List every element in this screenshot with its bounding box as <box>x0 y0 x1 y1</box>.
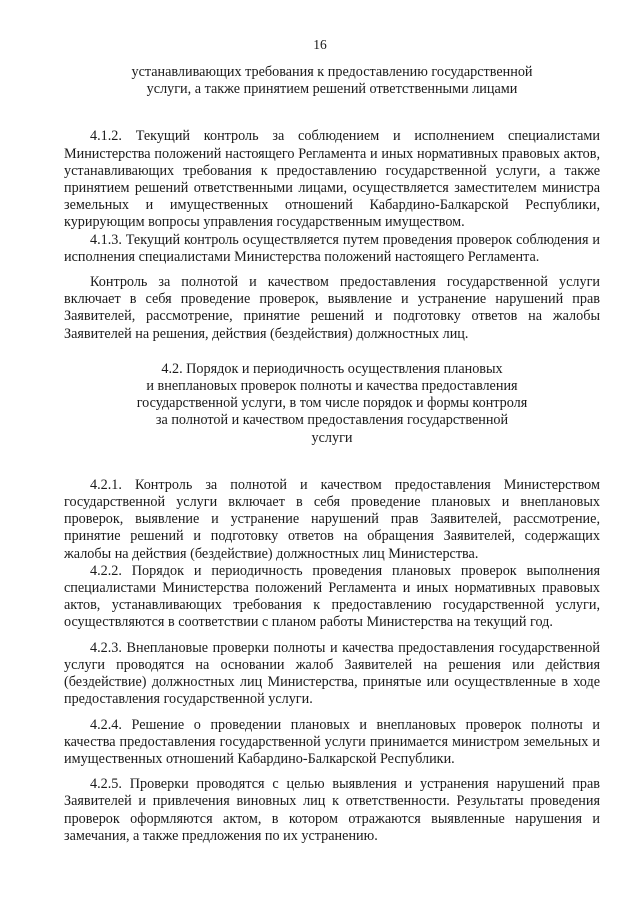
paragraph-4-2-1: 4.2.1. Контроль за полнотой и качеством предоставления Министерством государственной услуги включает в себя проведение плановых и внеплановых проверок, выявление и устранение нарушений прав Заявителей, рассмотрение, принятие решений и подготовку ответов на обращения Заявителей, содержащих жалобы на действия (бездействие) должностных лиц Министерства. <box>64 476 600 562</box>
section-heading-line: 4.2. Порядок и периодичность осуществления плановых <box>161 360 503 377</box>
paragraph-4-2-5: 4.2.5. Проверки проводятся с целью выявления и устранения нарушений прав Заявителей и привлечения виновных лиц к ответственности. Результаты проведения проверок оформляются актом, в котором отражаются выявленные нарушения и замечания, а также предложения по их устранению. <box>64 776 600 844</box>
document-body <box>64 64 600 845</box>
paragraph-4-2-4: 4.2.4. Решение о проведении плановых и внеплановых проверок полноты и качества предоставления государственной услуги принимается министром земельных и имущественных отношений Кабардино-Балкарской Республики. <box>64 716 600 767</box>
paragraph-4-1-2: 4.1.2. Текущий контроль за соблюдением и исполнением специалистами Министерства положений настоящего Регламента и иных нормативных правовых актов, устанавливающих требования к предоставлению государственной услуги, а также принятием решений ответственными лицами, осуществляется заместителем министра земельных и имущественных отношений Кабардино-Балкарской Республики, курирующим вопросы управления государственным имуществом. <box>64 128 600 231</box>
section-heading-line: и внеплановых проверок полноты и качества предоставления <box>146 378 518 395</box>
paragraph-control: Контроль за полнотой и качеством предоставления государственной услуги включает в себя проведение проверок, выявление и устранение нарушений прав Заявителей, рассмотрение, принятие решений и подготовку ответов на жалобы Заявителей на решения, действия (бездействия) должностных лиц. <box>64 274 600 342</box>
section-heading-4-2 <box>64 361 600 447</box>
section-heading-line: государственной услуги, в том числе порядок и формы контроля <box>136 395 528 412</box>
page-number: 16 <box>313 37 327 52</box>
intro-heading <box>64 64 600 98</box>
section-heading-line: за полнотой и качеством предоставления государственной <box>155 412 509 429</box>
paragraph-4-1-3: 4.1.3. Текущий контроль осуществляется путем проведения проверок соблюдения и исполнения специалистами Министерства положений настоящего Регламента. <box>64 231 600 265</box>
paragraph-4-2-3: 4.2.3. Внеплановые проверки полноты и качества предоставления государственной услуги проводятся на основании жалоб Заявителей на решения или действия (бездействие) должностных лиц Министерства, принятые или осуществленные в ходе предоставления государственной услуги. <box>64 639 600 708</box>
intro-heading-line: услуги, а также принятием решений ответственными лицами <box>146 81 518 98</box>
intro-heading-line: устанавливающих требования к предоставлению государственной <box>131 64 533 80</box>
paragraph-4-2-2: 4.2.2. Порядок и периодичность проведения плановых проверок выполнения специалистами Министерства положений Регламента и иных нормативных правовых актов, устанавливающих требования к предоставлению государственной услуги, осуществляются в соответствии с планом работы Министерства на текущий год. <box>64 562 600 631</box>
section-heading-line: услуги <box>311 429 353 446</box>
